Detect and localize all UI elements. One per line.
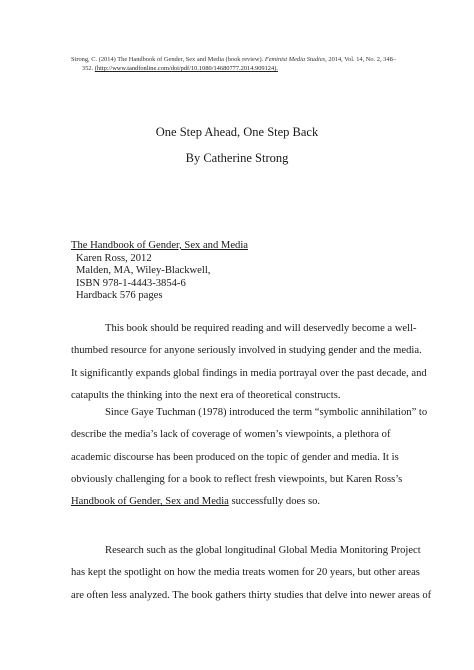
review-title: One Step Ahead, One Step Back: [155, 125, 319, 139]
paragraph-line: obviously challenging for a book to reflect fresh viewpoints, but Karen Ross’s: [71, 473, 403, 485]
review-author: By Catherine Strong: [185, 151, 289, 165]
book-detail-format: Hardback 576 pages: [76, 290, 163, 302]
citation-header: [71, 55, 411, 73]
citation-journal: Feminist Media Studies,: [264, 56, 327, 63]
book-detail-isbn: ISBN 978-1-4443-3854-6: [76, 277, 186, 289]
paragraph-line: This book should be required reading and will deservedly become a well-: [105, 323, 417, 334]
book-detail-author-year: Karen Ross, 2012: [76, 252, 152, 264]
citation-doi-link[interactable]: (http://www.tandfonline.com/doi/pdf/10.1080/14680777.2014.909124).: [94, 65, 278, 72]
paragraph-line: catapults the thinking into the next era of theoretical constructs.: [71, 389, 341, 401]
paragraph-line: academic discourse has been produced on the topic of gender and media. It is: [71, 451, 399, 463]
paragraph-tail: successfully does so.: [228, 496, 321, 508]
citation-pages-end: 352.: [82, 65, 94, 72]
paragraph-3: [71, 540, 432, 607]
paragraph-line: It significantly expands global findings in media portrayal over the past decade, and: [71, 367, 427, 379]
paragraph-line: Since Gaye Tuchman (1978) introduced the term “symbolic annihilation” to: [105, 407, 428, 418]
paragraph-line: are often less analyzed. The book gathers thirty studies that delve into newer areas of: [71, 589, 432, 601]
citation-prefix: Strong, C. (2014) The Handbook of Gender, Sex and Media (book review).: [71, 56, 264, 63]
paragraph-line: Research such as the global longitudinal Global Media Monitoring Project: [105, 545, 421, 556]
paragraph-line: describe the media’s lack of coverage of women’s viewpoints, a plethora of: [71, 429, 391, 441]
book-info-block: [71, 240, 248, 303]
paragraph-1: [71, 318, 427, 407]
citation-suffix: 2014, Vol. 14, No. 2, 348–: [328, 56, 396, 63]
book-title: The Handbook of Gender, Sex and Media: [71, 240, 248, 251]
book-detail-publisher: Malden, MA, Wiley-Blackwell,: [76, 265, 211, 277]
paragraph-line: has kept the spotlight on how the media treats women for 20 years, but other areas: [71, 567, 420, 579]
paragraph-line: [71, 491, 405, 513]
book-title-reference: Handbook of Gender, Sex and Media: [71, 496, 229, 508]
paragraph-2: [71, 402, 428, 513]
paragraph-line: thumbed resource for anyone seriously involved in studying gender and the media.: [71, 345, 422, 357]
